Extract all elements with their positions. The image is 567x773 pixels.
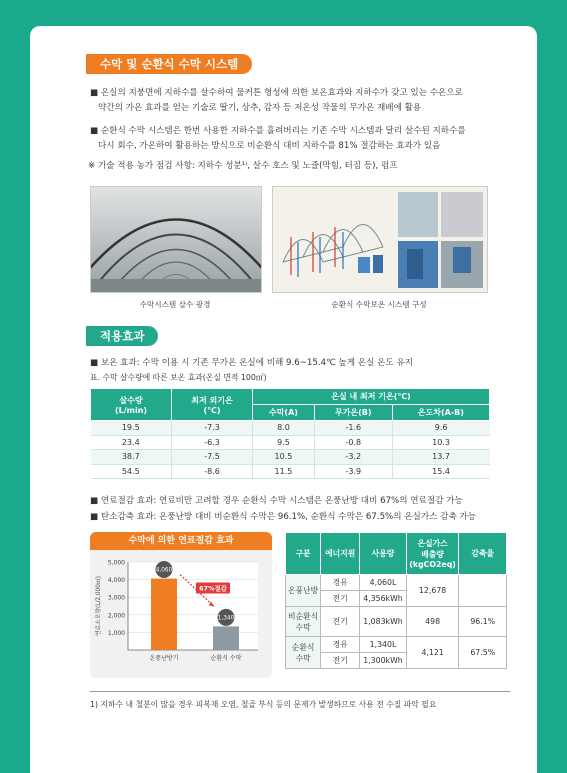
fuel-chart-svg — [90, 550, 272, 678]
th-energy-source: 에너지원 — [321, 533, 360, 575]
th-unheated-b: 무가온(B) — [314, 405, 392, 421]
bar-2 — [213, 626, 239, 650]
th-reduction: 감축율 — [459, 533, 507, 575]
table-row: 전기 1,300kWh — [286, 653, 507, 669]
table-row: 54.5 -8.6 11.5 -3.9 15.4 — [91, 464, 490, 479]
y-tick-label: 2,000 — [107, 612, 125, 620]
bullet-2-line-1: ■ 순환식 수막 시스템은 한번 사용한 지하수를 흘려버리는 기존 수막 시스템과 달리 살수된 지하수를 — [90, 126, 466, 136]
data-label: 1,340 — [217, 615, 235, 622]
y-tick-label: 3,000 — [107, 594, 125, 602]
bullet-1-line-1: ■ 온실의 지붕면에 지하수를 살수하여 물커튼 형성에 의한 보온효과와 지하수가 갖고 있는 수온으로 — [90, 88, 463, 98]
table-caption: 표. 수막 살수량에 따른 보온 효과(온실 면적 100㎡) — [90, 373, 267, 382]
table-row: 38.7 -7.5 10.5 -3.2 13.7 — [91, 450, 490, 465]
footnote: 1) 지하수 내 철분이 많을 경우 피복재 오염, 철골 부식 등의 문제가 발생하므로 사용 전 수질 파악 필요 — [90, 700, 437, 709]
y-tick-label: 1,000 — [107, 629, 125, 637]
th-indoor-group: 온실 내 최저 기온(℃) — [253, 389, 490, 405]
insulation-table — [90, 388, 490, 479]
fuel-chart-box — [90, 532, 272, 678]
bullet-1-line-2: 약간의 가온 효과를 얻는 기술로 딸기, 상추, 감자 등 저온성 작물의 무가온 재배에 활용 — [98, 103, 422, 113]
section-effect-tag: 적용효과 — [86, 326, 158, 346]
greenhouse-spray-photo — [90, 186, 262, 293]
system-diagram-illustration — [273, 187, 487, 292]
bar-1 — [151, 579, 177, 650]
emission-table — [285, 532, 507, 669]
footnote-divider — [90, 691, 510, 692]
table-row: 19.5 -7.3 8.0 -1.6 9.6 — [91, 421, 490, 436]
y-axis-label: 연료소모량(L/2,000㎡) — [96, 575, 102, 637]
th-emission: 온실가스 배출량 (kgCO2eq) — [406, 533, 459, 575]
effect-fuel: ■ 연료절감 효과: 연료비만 고려할 경우 순환식 수막 시스템은 온풍난방 대비 67%의 연료절감 가능 — [90, 496, 463, 506]
system-diagram-image — [272, 186, 488, 293]
y-tick-label: 4,000 — [107, 577, 125, 585]
photo-right-caption: 순환식 수막보온 시스템 구성 — [331, 300, 427, 309]
x-tick-label: 순환식 수막 — [210, 655, 242, 662]
table-row: 전기 4,356kWh — [286, 591, 507, 607]
table-row: 온풍난방 경유 4,060L 12,678 — [286, 575, 507, 591]
th-min-outdoor: 최저 외기온 (℃) — [172, 389, 253, 421]
y-tick-label: 5,000 — [107, 559, 125, 567]
th-diff: 온도차(A-B) — [392, 405, 489, 421]
effect-carbon: ■ 탄소감축 효과: 온풍난방 대비 비순환식 수막은 96.1%, 순환식 수막은 67.5%의 온실가스 감축 가능 — [90, 512, 477, 522]
table-row: 비순환식 수막 전기 1,083kWh 498 96.1% — [286, 607, 507, 637]
page-card — [30, 26, 537, 773]
inspection-note: ※ 기술 적용 농가 점검 사항: 지하수 성분¹⁾, 살수 호스 및 노즐(막힘, 터짐 등), 펌프 — [88, 161, 398, 171]
effect-insulation: ■ 보온 효과: 수막 이용 시 기존 무가온 온실에 비해 9.6~15.4℃ 높게 온실 온도 유지 — [90, 358, 414, 368]
greenhouse-photo-illustration — [91, 187, 261, 292]
th-curtain-a: 수막(A) — [253, 405, 315, 421]
th-usage: 사용량 — [360, 533, 407, 575]
th-category: 구분 — [286, 533, 321, 575]
table-row: 23.4 -6.3 9.5 -0.8 10.3 — [91, 435, 490, 450]
data-label: 4,060 — [155, 567, 173, 574]
chart-title: 수막에 의한 연료절감 효과 — [90, 532, 272, 550]
th-spray-amount: 살수량 (L/min) — [91, 389, 172, 421]
photo-left-caption: 수막시스템 살수 광경 — [139, 300, 211, 309]
annotation-label: 67%절감 — [199, 584, 227, 593]
section-title-tag: 수막 및 순환식 수막 시스템 — [86, 54, 252, 74]
x-tick-label: 온풍난방기 — [149, 655, 179, 662]
table-row: 순환식 수막 경유 1,340L 4,121 67.5% — [286, 637, 507, 653]
bullet-2-line-2: 다시 회수, 가온하여 활용하는 방식으로 비순환식 대비 지하수를 81% 절감하는 효과가 있음 — [98, 141, 441, 151]
